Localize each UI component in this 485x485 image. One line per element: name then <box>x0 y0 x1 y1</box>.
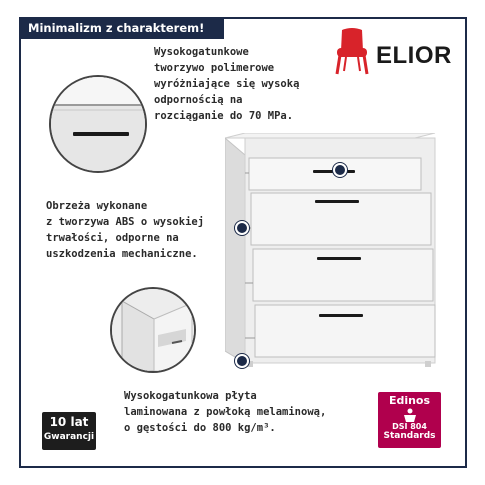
brand-name: ELIOR <box>376 42 452 69</box>
cert-label: Standards <box>383 431 436 441</box>
feature-board-text: Wysokogatunkowa płyta laminowana z powłoką melaminową, o gęstości do 800 kg/m³. <box>124 390 327 434</box>
cert-person-icon <box>378 407 441 421</box>
warranty-badge <box>42 412 96 450</box>
feature-edges-text: Obrzeża wykonane z tworzywa ABS o wysokiej trwałości, odporne na uszkodzenia mechaniczne. <box>46 200 205 260</box>
zoom-edge-detail <box>110 287 196 373</box>
marker-dot-handle <box>333 163 347 177</box>
cert-code: DSI 804 <box>392 422 427 431</box>
armchair-logo-icon <box>333 27 371 77</box>
marker-dot-board <box>235 354 249 368</box>
zoom-handle-detail <box>49 75 147 173</box>
cert-name: Edinos <box>388 394 431 407</box>
feature-material-text: Wysokogatunkowe tworzywo polimerowe wyróżniające się wysoką odpornością na rozciąganie do 70 MPa. <box>154 46 300 122</box>
marker-dot-edge <box>235 221 249 235</box>
edinos-standards-badge <box>378 392 441 448</box>
page-title: Minimalizm z charakterem! <box>19 17 224 39</box>
warranty-years: 10 lat <box>49 415 89 429</box>
warranty-label: Gwarancji <box>43 432 95 442</box>
